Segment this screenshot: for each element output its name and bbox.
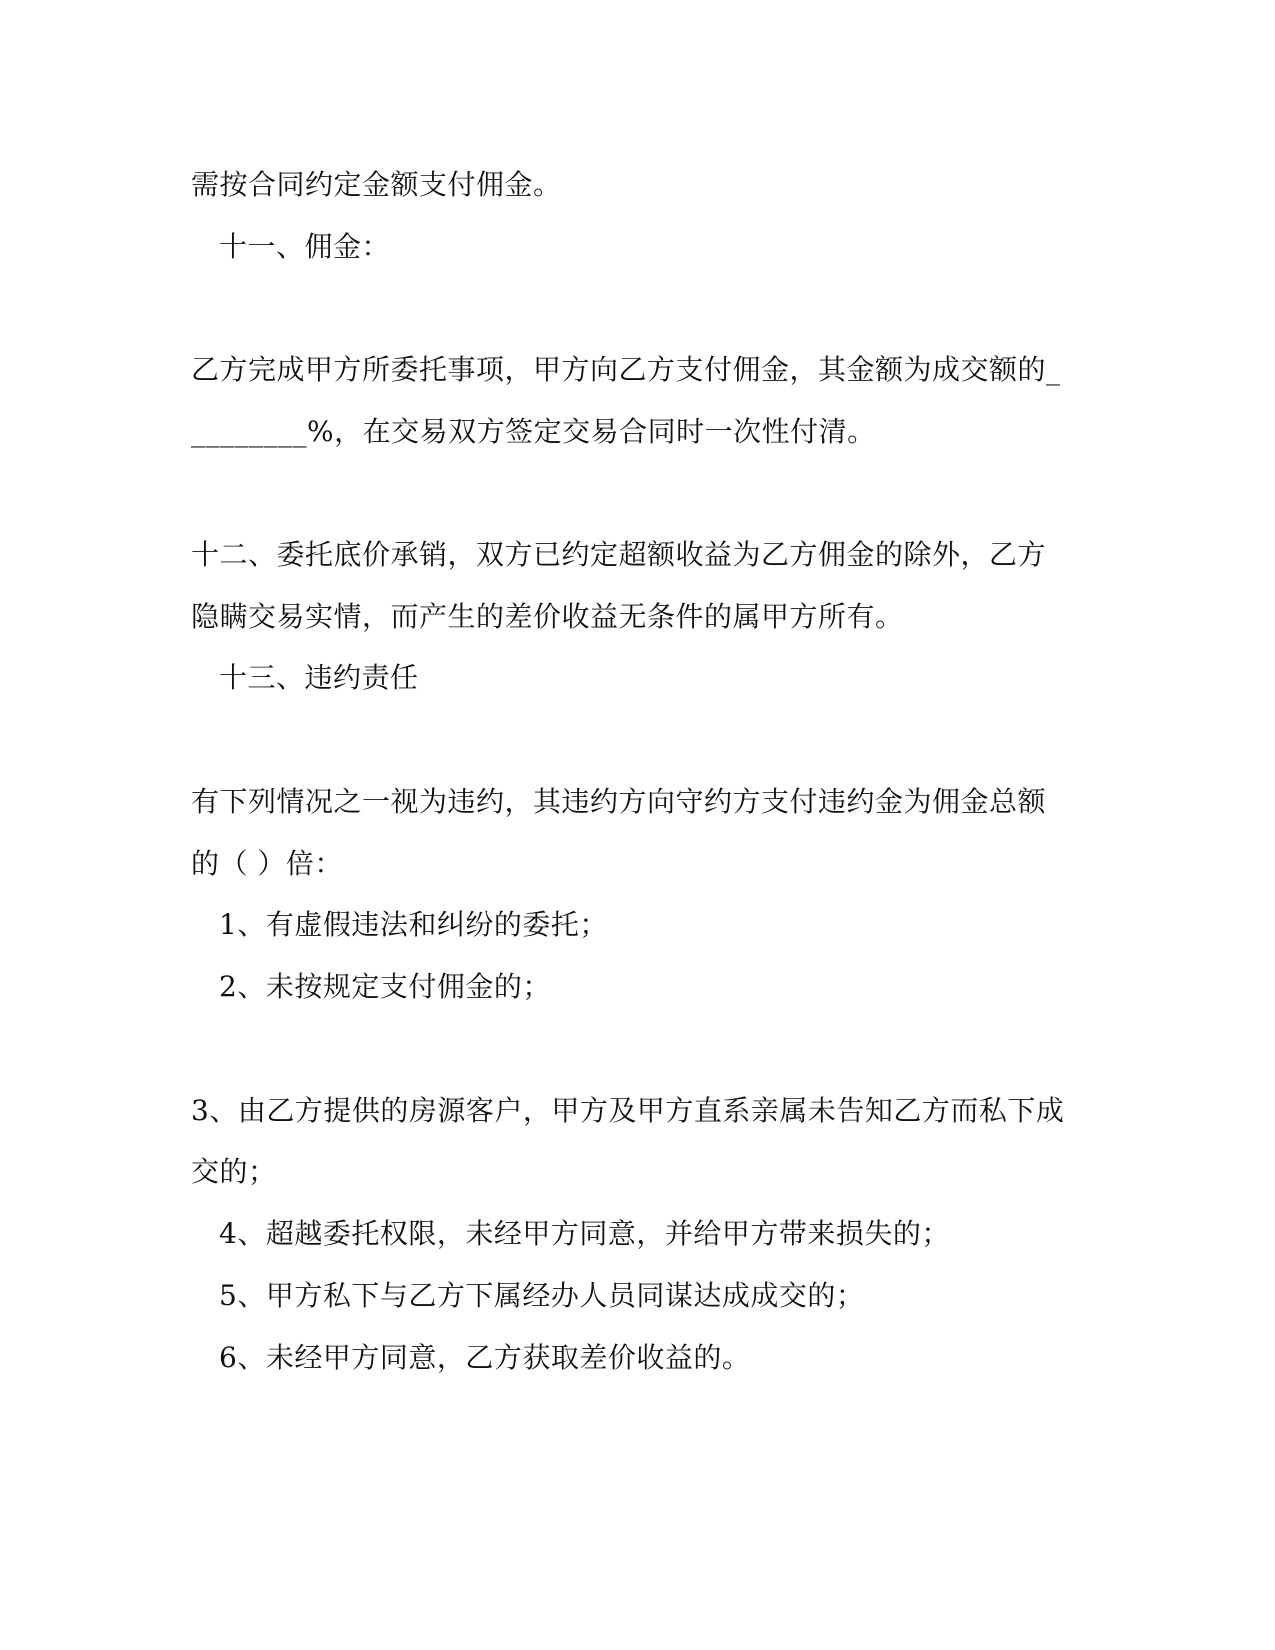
list-item-continuation: 交的；	[191, 1155, 277, 1188]
list-item: 5、甲方私下与乙方下属经办人员同谋达成成交的；	[219, 1279, 865, 1312]
list-item: 1、有虚假违法和纠纷的委托；	[219, 908, 608, 941]
paragraph-line: 乙方完成甲方所委托事项，甲方向乙方支付佣金，其金额为成交额的_	[191, 353, 1061, 386]
paragraph-line: 有下列情况之一视为违约，其违约方向守约方支付违约金为佣金总额	[191, 785, 1047, 818]
list-item: 2、未按规定支付佣金的；	[219, 970, 551, 1003]
paragraph-line: 需按合同约定金额支付佣金。	[191, 168, 562, 201]
list-item: 6、未经甲方同意，乙方获取差价收益的。	[219, 1341, 751, 1374]
list-item: 4、超越委托权限，未经甲方同意，并给甲方带来损失的；	[219, 1217, 950, 1250]
section-heading-breach: 十三、违约责任	[219, 661, 419, 694]
paragraph-line: 隐瞒交易实情，而产生的差价收益无条件的属甲方所有。	[191, 600, 904, 633]
paragraph-line: 的（ ）倍：	[191, 847, 343, 880]
paragraph-line: ________%，在交易双方签定交易合同时一次性付清。	[191, 415, 876, 448]
section-heading-commission: 十一、佣金：	[219, 230, 391, 263]
section-heading-base-price: 十二、委托底价承销，双方已约定超额收益为乙方佣金的除外，乙方	[191, 538, 1047, 571]
list-item: 3、由乙方提供的房源客户，甲方及甲方直系亲属未告知乙方而私下成	[191, 1094, 1065, 1127]
